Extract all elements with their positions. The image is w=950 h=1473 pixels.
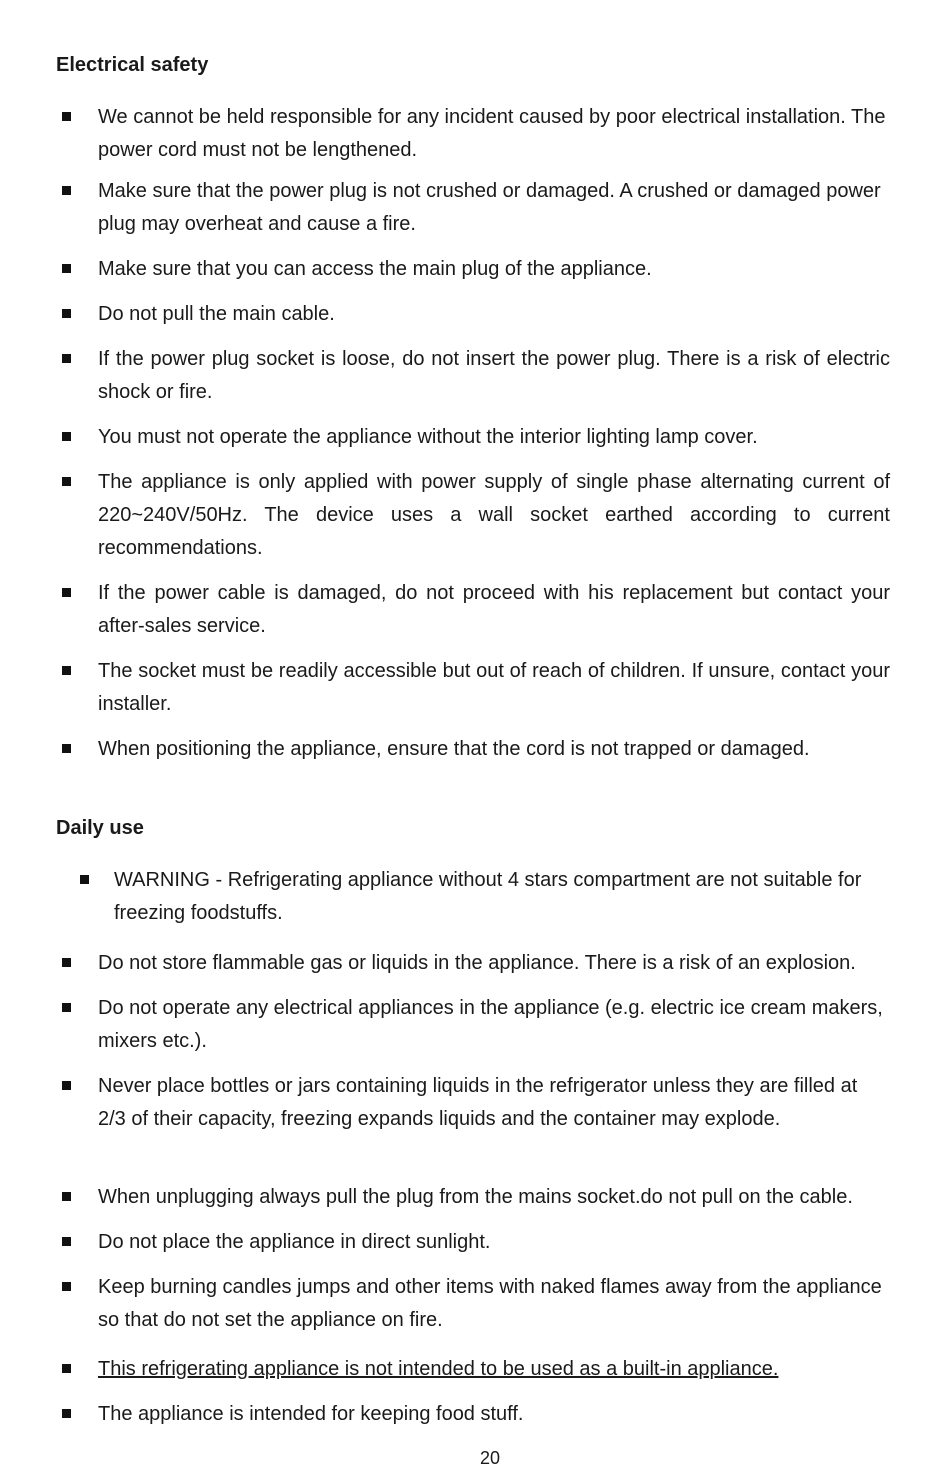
list-item: Do not operate any electrical appliances in the appliance (e.g. electric ice cream makers, mixers etc.). [98,997,883,1052]
bullet-icon [62,1282,71,1291]
section-title-daily-use: Daily use [56,817,144,839]
list-item: If the power plug socket is loose, do not insert the power plug. There is a risk of electric shock or fire. [98,348,890,403]
list-item: Do not pull the main cable. [98,303,335,325]
bullet-icon [62,264,71,273]
bullet-icon [62,666,71,675]
list-item: We cannot be held responsible for any incident caused by poor electrical installation. The power cord must not be lengthened. [98,106,886,161]
list-item: Do not place the appliance in direct sunlight. [98,1231,491,1253]
bullet-icon [62,477,71,486]
bullet-icon [62,588,71,597]
list-item: The socket must be readily accessible but out of reach of children. If unsure, contact your installer. [98,660,890,715]
list-item: Make sure that the power plug is not crushed or damaged. A crushed or damaged power plug may overheat and cause a fire. [98,180,881,235]
bullet-icon [62,354,71,363]
bullet-icon [62,186,71,195]
list-item: The appliance is intended for keeping food stuff. [98,1403,524,1425]
bullet-icon [62,112,71,121]
list-item: You must not operate the appliance without the interior lighting lamp cover. [98,426,758,448]
list-item: WARNING - Refrigerating appliance without 4 stars compartment are not suitable for freezing foodstuffs. [114,869,862,924]
list-item: When unplugging always pull the plug from the mains socket.do not pull on the cable. [98,1186,853,1208]
list-item: The appliance is only applied with power supply of single phase alternating current of 220~240V/50Hz. The device uses a wall socket earthed according to current recommendations. [98,471,890,559]
list-item: Do not store flammable gas or liquids in the appliance. There is a risk of an explosion. [98,952,856,974]
list-item: When positioning the appliance, ensure that the cord is not trapped or damaged. [98,738,810,760]
page-number: 20 [479,1448,501,1468]
list-item: This refrigerating appliance is not intended to be used as a built-in appliance. [98,1358,779,1380]
bullet-icon [62,1237,71,1246]
bullet-icon [62,432,71,441]
bullet-icon [62,744,71,753]
bullet-icon [80,875,89,884]
list-item: Never place bottles or jars containing liquids in the refrigerator unless they are filled at 2/3 of their capacity, freezing expands liquids and the container may explode. [98,1075,858,1130]
bullet-icon [62,1081,71,1090]
list-item: If the power cable is damaged, do not proceed with his replacement but contact your after-sales service. [98,582,890,637]
bullet-icon [62,1192,71,1201]
list-item: Make sure that you can access the main plug of the appliance. [98,258,652,280]
list-item: Keep burning candles jumps and other items with naked flames away from the appliance so that do not set the appliance on fire. [98,1276,882,1331]
bullet-icon [62,1364,71,1373]
bullet-icon [62,309,71,318]
bullet-icon [62,1409,71,1418]
bullet-icon [62,1003,71,1012]
bullet-icon [62,958,71,967]
section-title-electrical-safety: Electrical safety [56,54,209,76]
